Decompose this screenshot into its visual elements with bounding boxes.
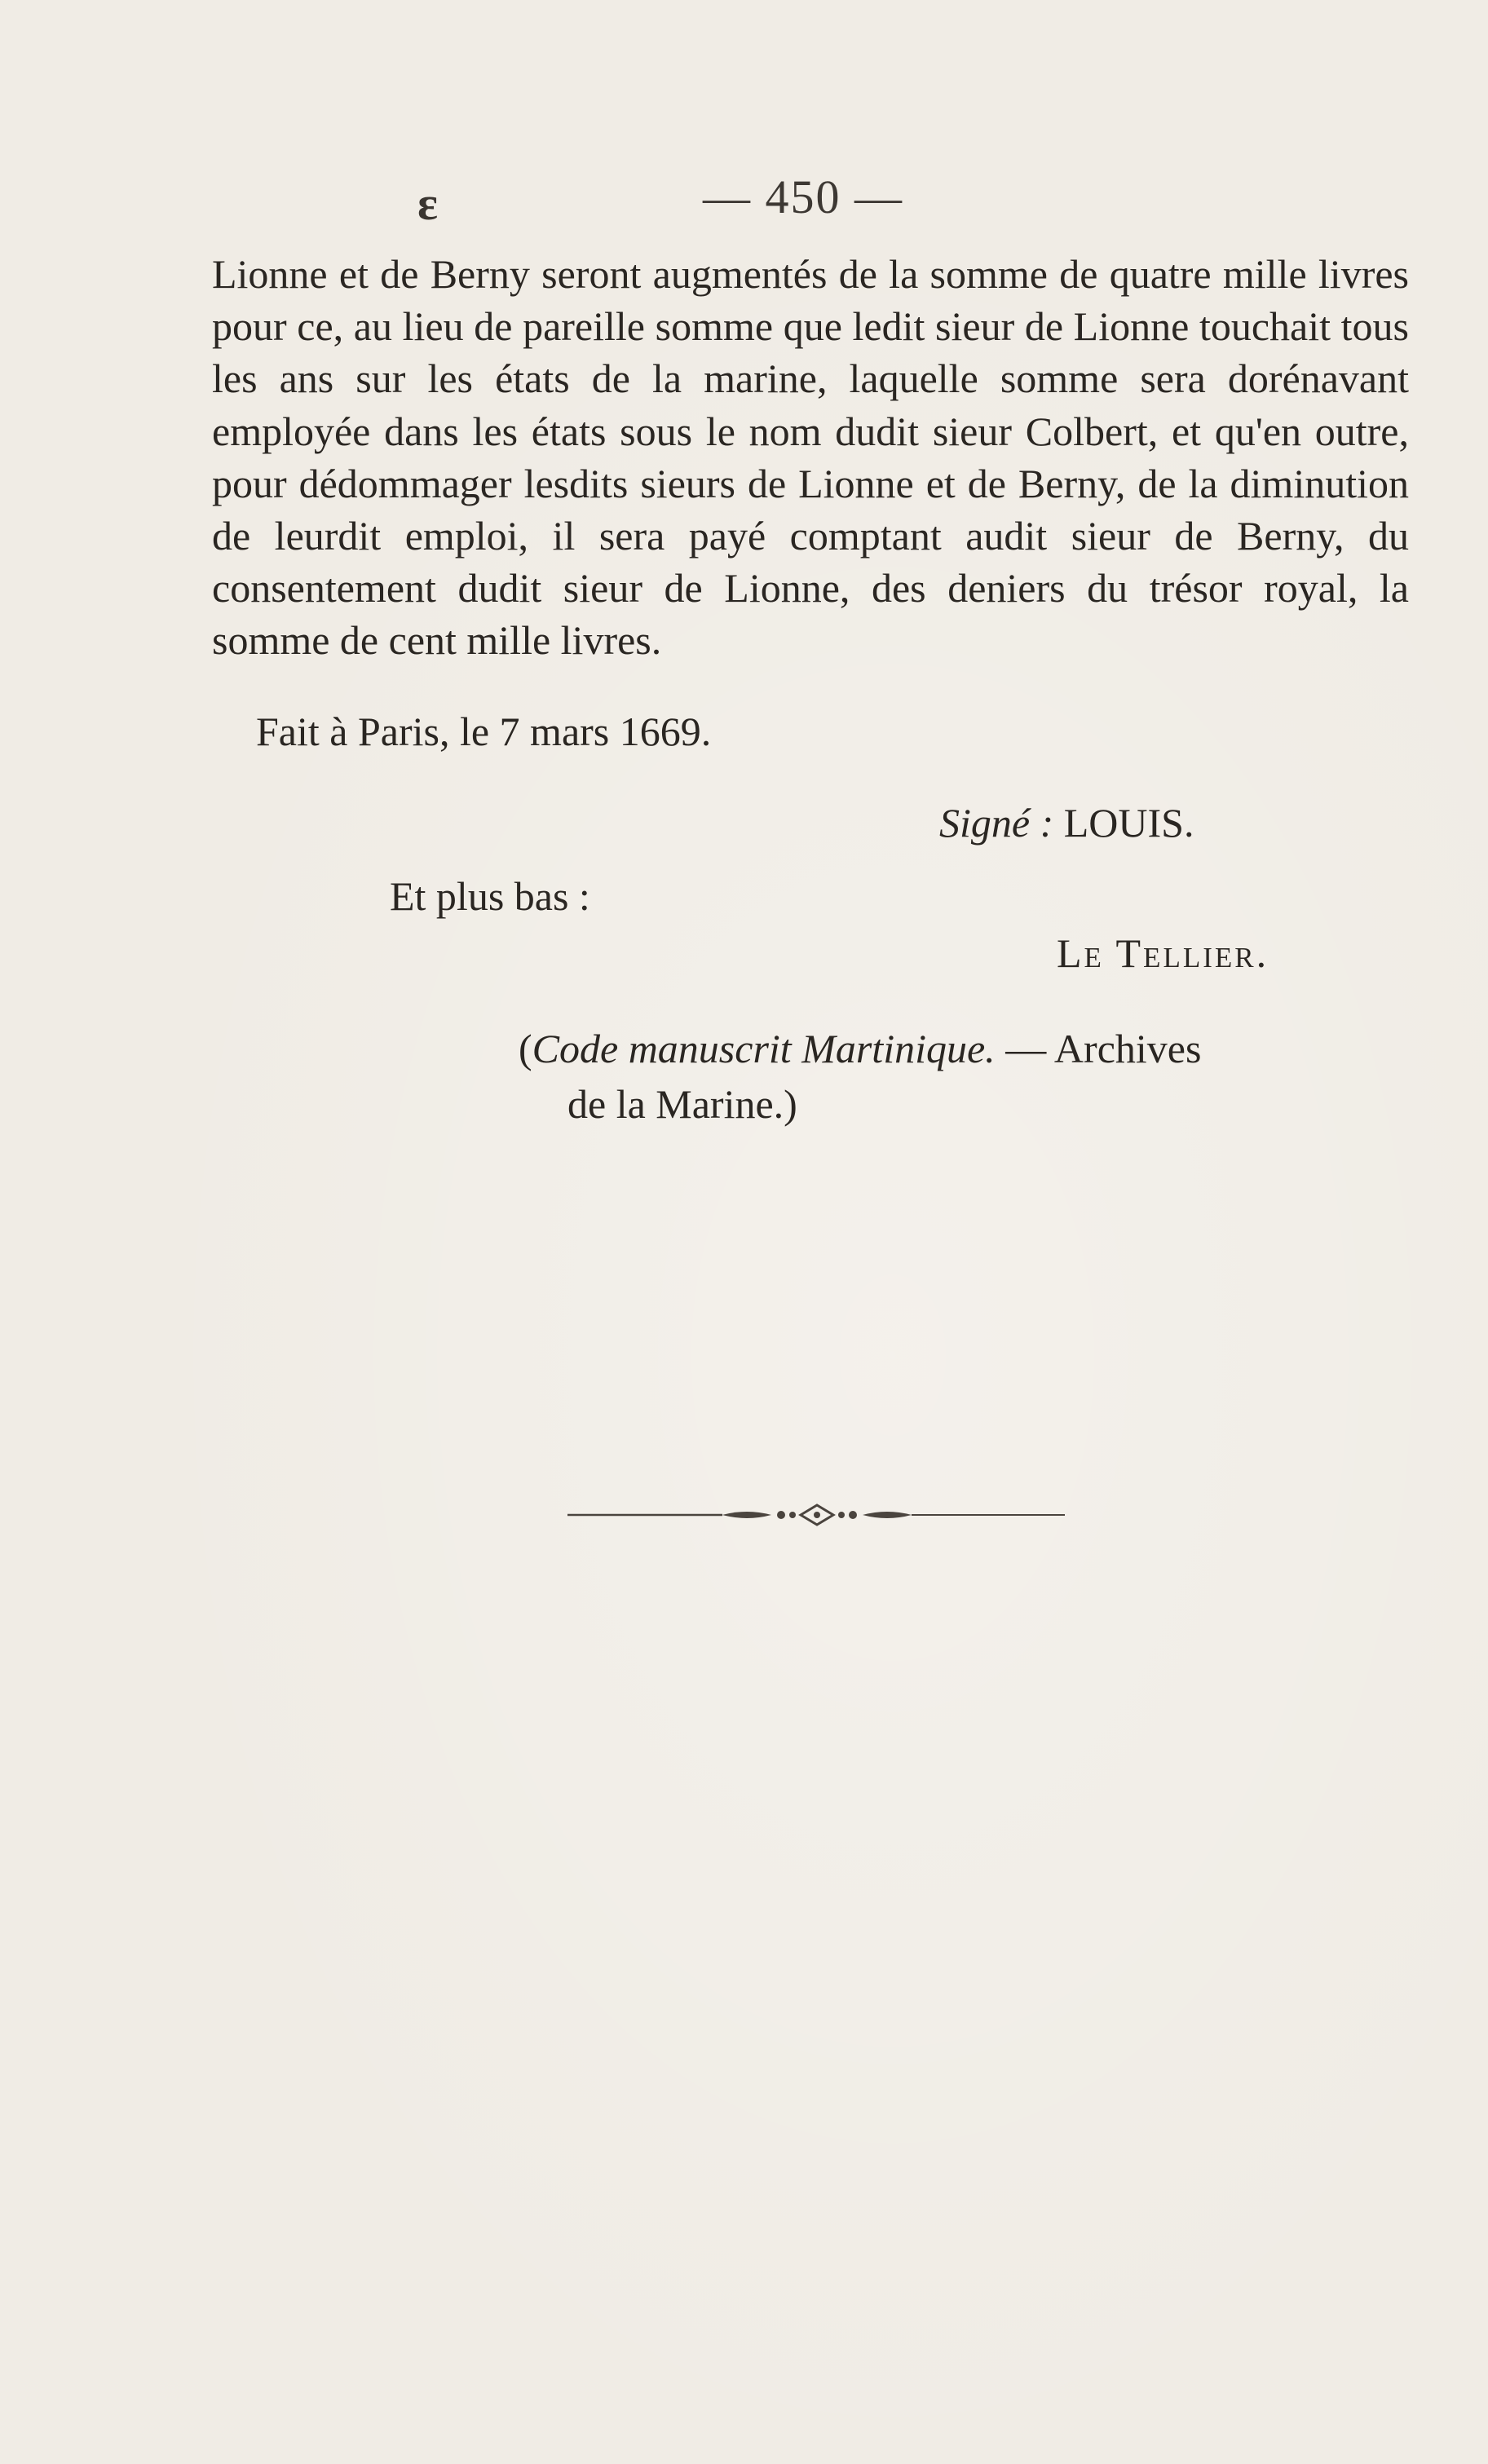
citation-archive: — Archives [995, 1026, 1202, 1071]
citation-line-2: de la Marine.) [567, 1081, 797, 1127]
dateline: Fait à Paris, le 7 mars 1669. [256, 709, 712, 754]
body-paragraph: Lionne et de Berny seront augmentés de la somme de quatre mille livres pour ce, au lieu de pareille somme que ledit sieur de Lionne touchait tous les ans sur les états de la marine, laquelle somme sera dorénavant employée dans les états sous le nom dudit sieur Colbert, et qu'en outre, pour dédommager lesdits sieurs de Lionne et de Berny, de la diminution de leurdit emploi, il sera payé comptant audit sieur de Berny, du consentement dudit sieur de Lionne, des deniers du trésor royal, la somme de cent mille livres. [212, 251, 1409, 664]
signature-mark: ɛ [417, 177, 438, 230]
citation-open-paren: ( [519, 1026, 532, 1071]
below-label: Et plus bas : [390, 873, 590, 919]
countersignature: Le Tellier. [1057, 930, 1269, 976]
signed-name: LOUIS. [1063, 800, 1194, 846]
fleuron-rule-icon [567, 1499, 1065, 1531]
citation-source: Code manuscrit Martinique. [532, 1026, 996, 1071]
page-number: — 450 — [703, 170, 903, 223]
page-header [0, 163, 1488, 228]
royal-signature [939, 799, 1194, 846]
signed-label: Signé : [939, 800, 1054, 846]
source-citation [519, 1021, 1415, 1132]
